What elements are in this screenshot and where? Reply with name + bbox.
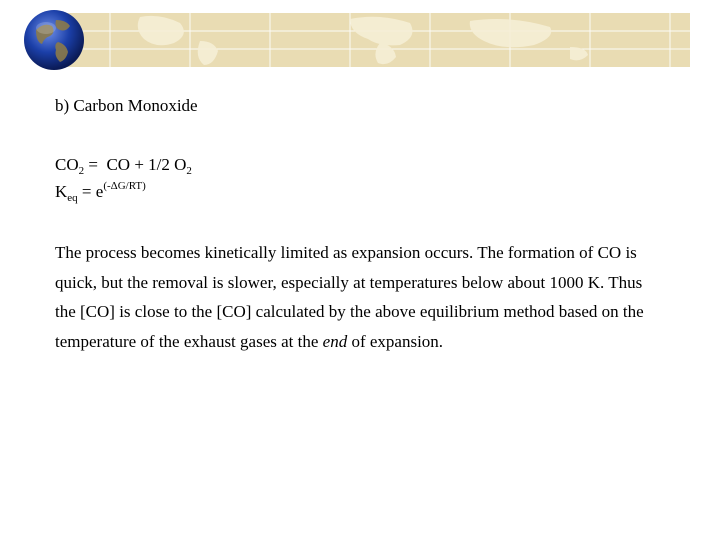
world-map-banner bbox=[50, 13, 690, 67]
map-graticule bbox=[50, 13, 690, 67]
paragraph-text: The process becomes kinetically limited as expansion occurs. The formation of CO is quick, but the removal is slower, especially at temperatures below about 1000 K. Thus the [CO] is close to the [CO] calculated by the above equilibrium method based on the temperature of the exhaust gases at the bbox=[55, 243, 644, 351]
globe-icon bbox=[22, 8, 86, 72]
emphasis-text: end bbox=[322, 331, 348, 351]
equilibrium-equation bbox=[55, 182, 146, 202]
k-symbol: K bbox=[55, 182, 68, 201]
k-subscript: eq bbox=[67, 192, 78, 204]
explanation-paragraph bbox=[55, 238, 665, 356]
equilibrium-rhs: = e bbox=[77, 182, 104, 201]
exponent: (-ΔG/RT) bbox=[103, 180, 146, 192]
section-heading: b) Carbon Monoxide bbox=[55, 96, 198, 115]
product-subscript: 2 bbox=[186, 165, 192, 177]
reactant: CO bbox=[55, 155, 79, 174]
reaction-equation bbox=[55, 155, 192, 175]
paragraph-ending: of expansion. bbox=[347, 331, 444, 351]
reactant-subscript: 2 bbox=[78, 165, 85, 177]
equals-sign: = bbox=[84, 155, 107, 174]
products: CO + 1/2 O bbox=[106, 155, 187, 174]
